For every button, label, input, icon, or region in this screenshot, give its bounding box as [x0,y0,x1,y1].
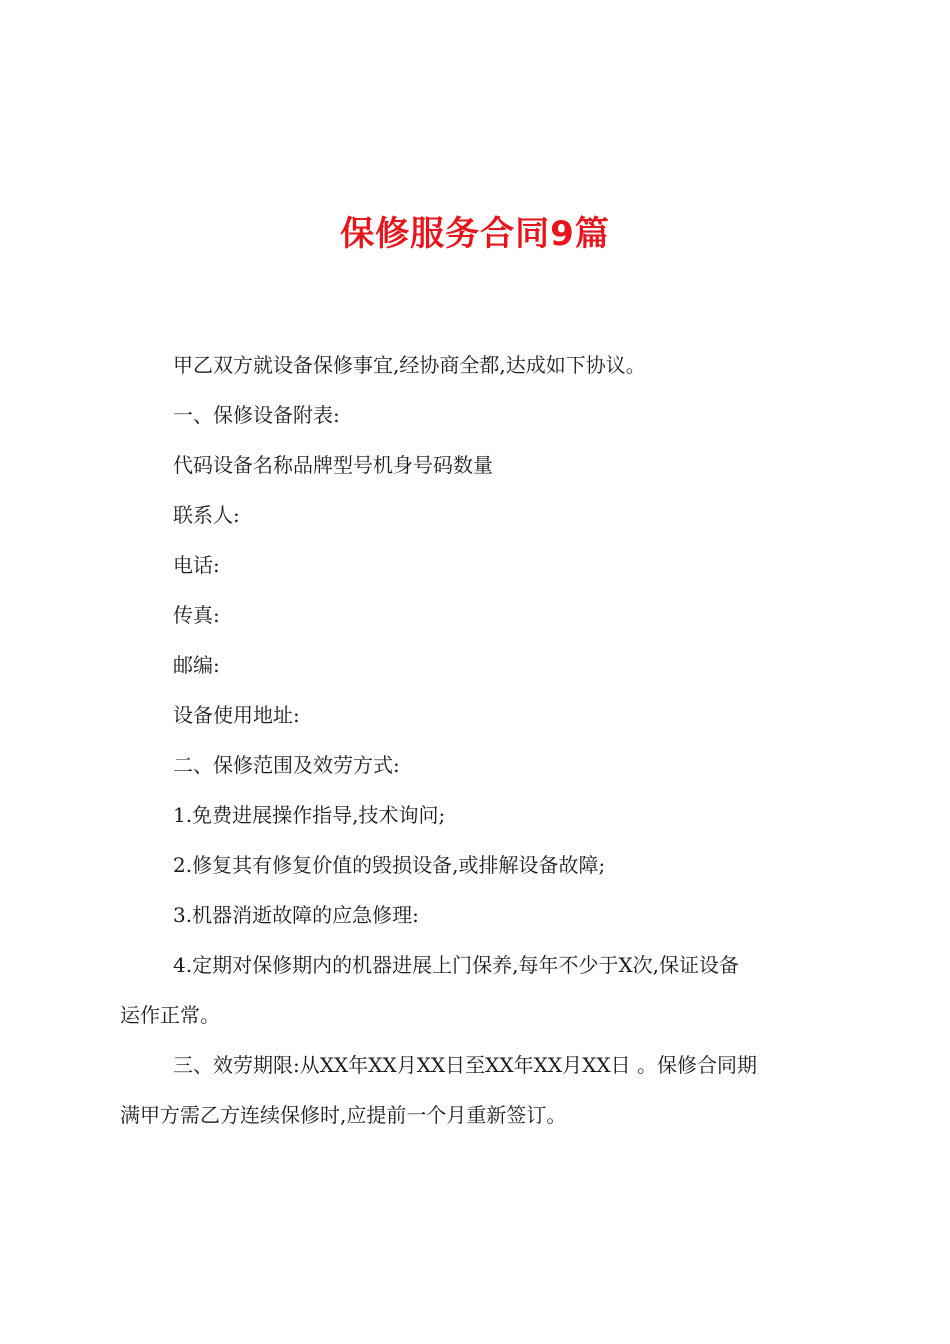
section-heading-service-scope: 二、保修范围及效劳方式: [173,753,400,777]
field-phone: 电话: [173,553,220,577]
list-item-4-line-1: 4.定期对保修期内的机器进展上门保养,每年不少于X次,保证设备 [173,953,740,977]
list-item-3: 3.机器消逝故障的应急修理: [173,903,419,927]
paragraph-intro: 甲乙双方就设备保修事宜,经协商全都,达成如下协议。 [173,353,646,377]
field-fax: 传真: [173,603,220,627]
section-heading-equipment-list: 一、保修设备附表: [173,403,340,427]
field-contact-person: 联系人: [173,503,240,527]
list-item-4 [120,940,833,1040]
section-service-period-line-2: 满甲方需乙方连续保修时,应提前一个月重新签订。 [120,1103,567,1127]
document-body [120,340,833,1140]
document-title: 保修服务合同9篇 [340,214,610,254]
list-item-1: 1.免费进展操作指导,技术询问; [173,803,446,827]
equipment-table-header: 代码设备名称品牌型号机身号码数量 [173,453,493,477]
section-service-period [120,1040,833,1140]
list-item-2: 2.修复其有修复价值的毁损设备,或排解设备故障; [173,853,606,877]
section-service-period-line-1: 三、效劳期限:从XX年XX月XX日至XX年XX月XX日 。保修合同期 [173,1053,757,1077]
field-postcode: 邮编: [173,653,220,677]
list-item-4-line-2: 运作正常。 [120,1003,220,1027]
field-equipment-address: 设备使用地址: [173,703,300,727]
